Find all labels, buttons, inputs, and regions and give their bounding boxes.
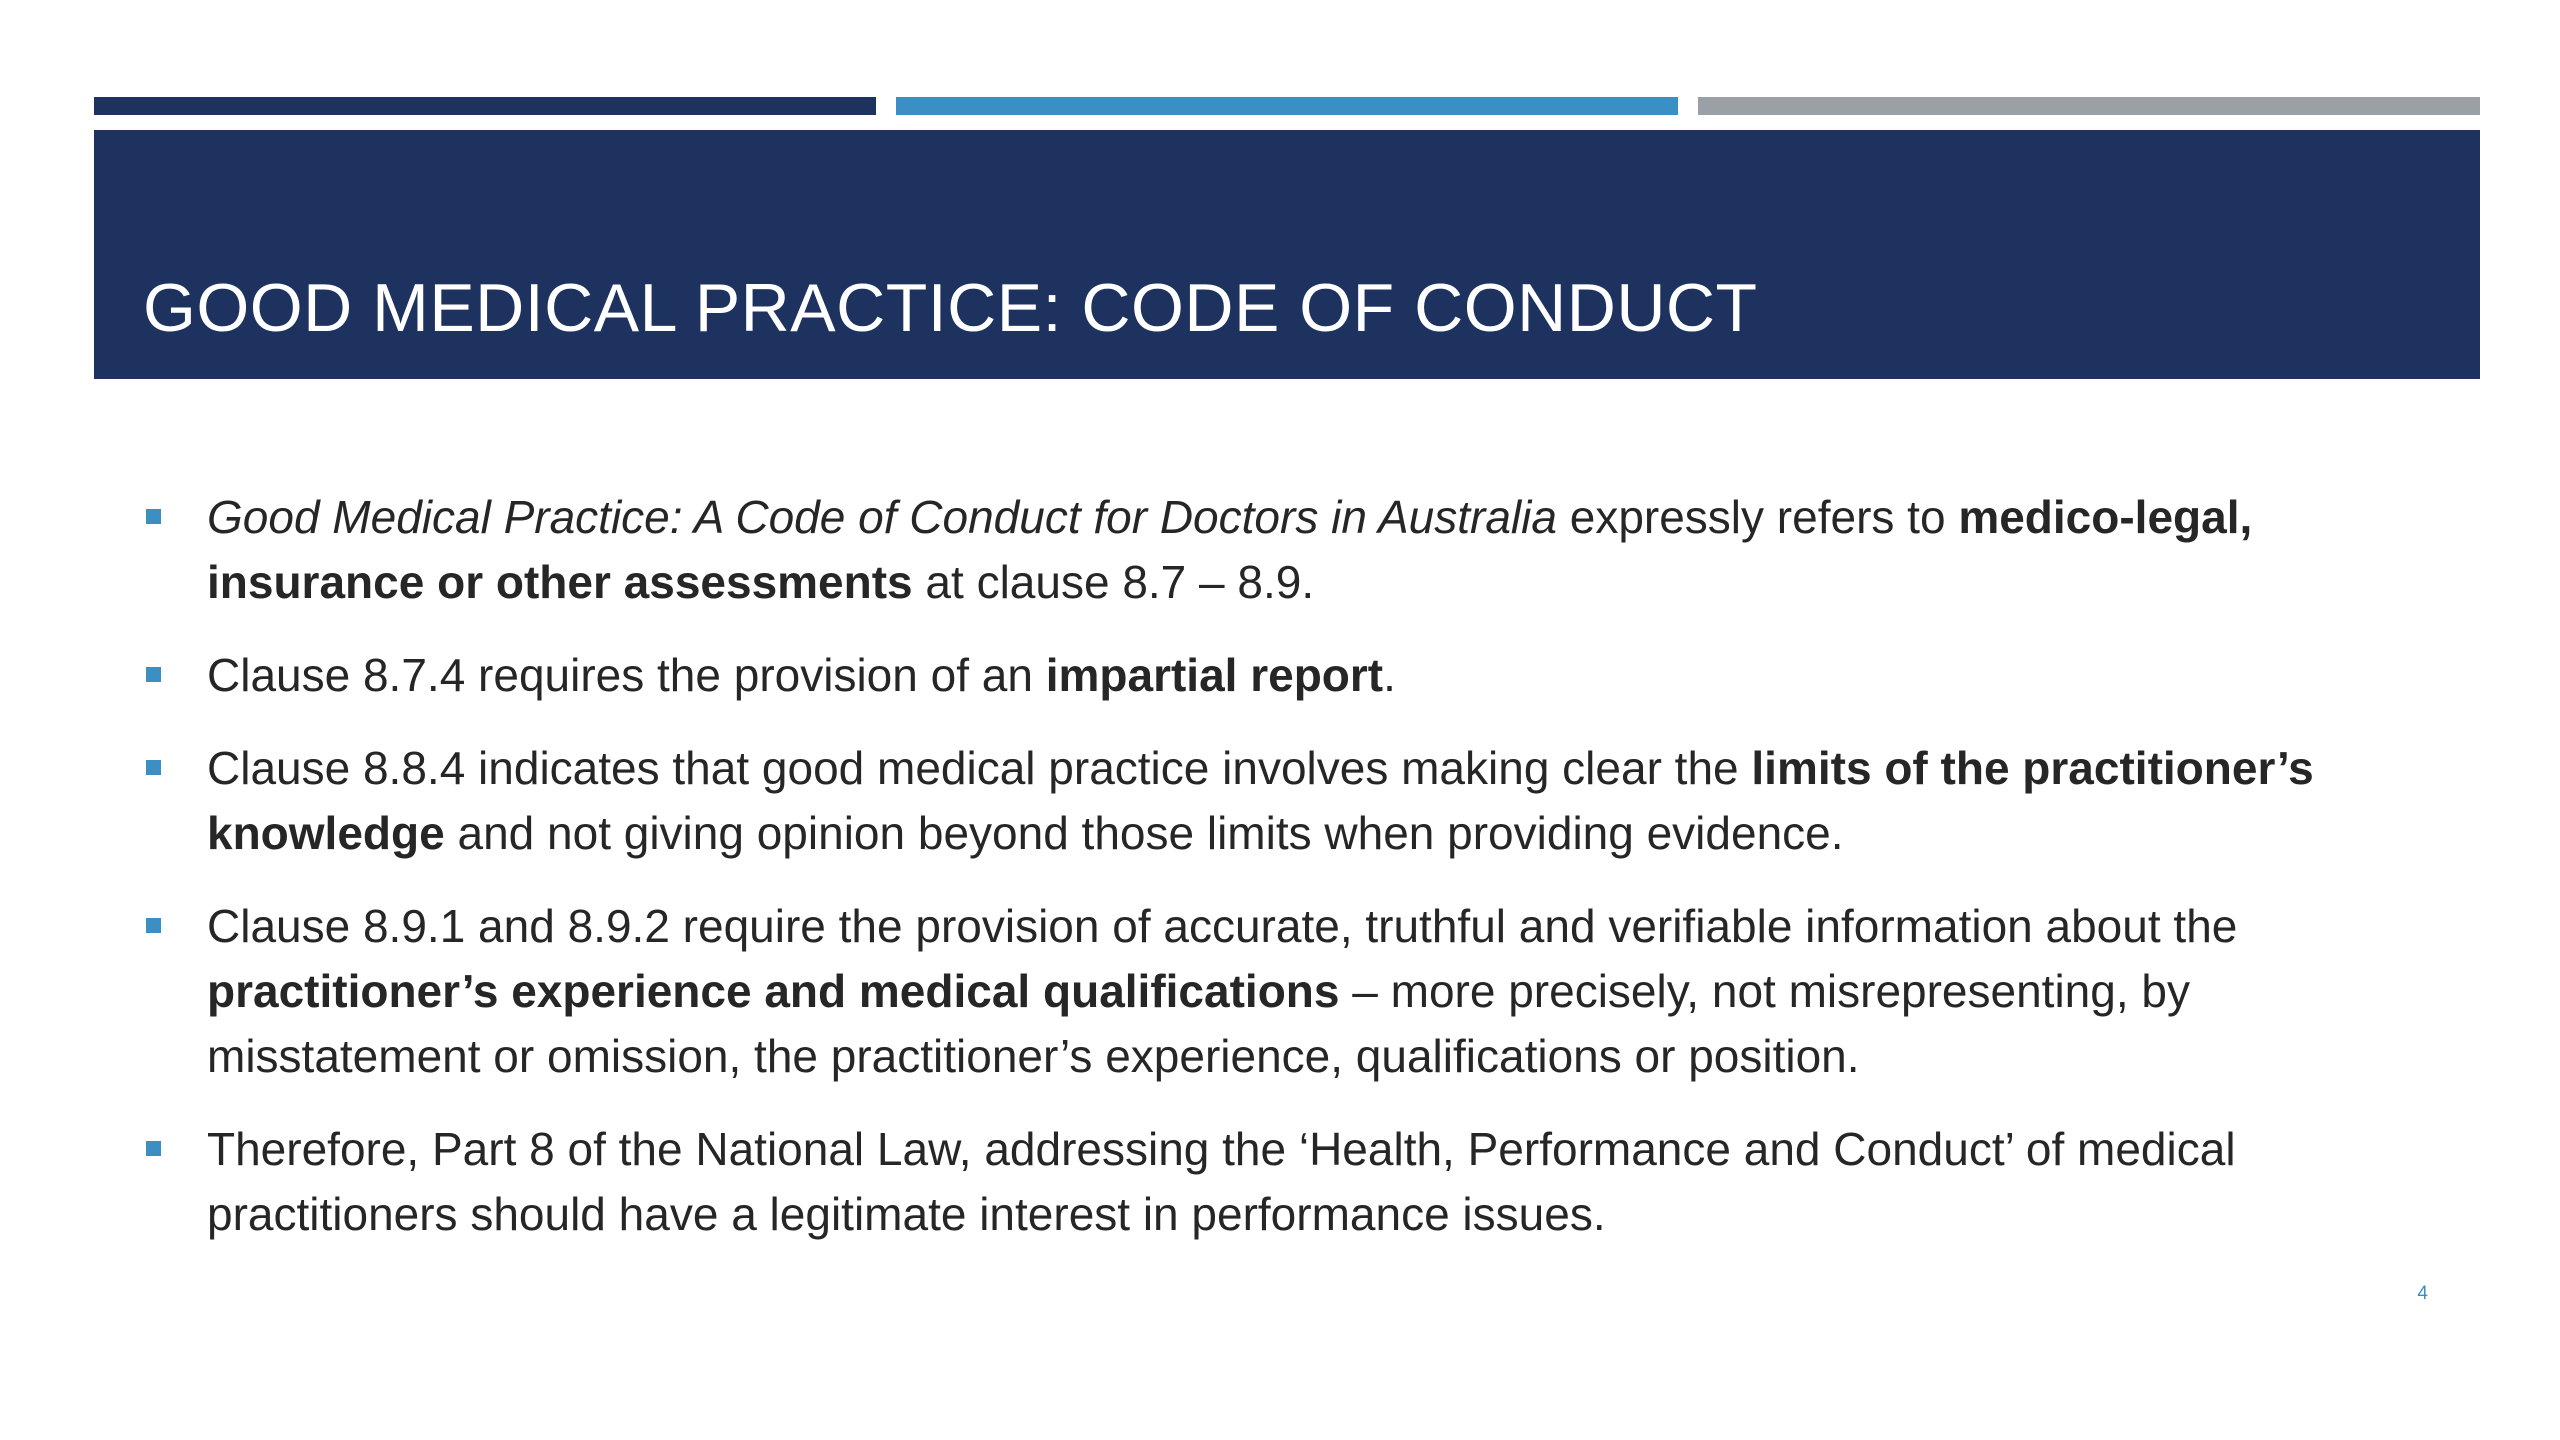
square-bullet-icon	[146, 667, 161, 682]
accent-bar-dark	[94, 97, 876, 115]
bullet-emphasis: impartial report	[1045, 649, 1384, 701]
bullet-text: at clause 8.7 – 8.9.	[912, 556, 1315, 608]
bullet-text: Clause 8.9.1 and 8.9.2 require the provision of accurate, truthful and verifiable information about the	[207, 900, 2238, 952]
bullet-text: .	[1383, 649, 1396, 701]
bullet-item	[144, 643, 2434, 708]
square-bullet-icon	[146, 509, 161, 524]
bullet-text: Clause 8.8.4 indicates that good medical practice involves making clear the	[207, 742, 1752, 794]
bullet-text: – more precisely, not misrepresenting, by misstatement or omission, the practitioner’s experience, qualifications or position.	[207, 965, 2190, 1082]
bullet-emphasis: medico-legal, insurance or other assessments	[207, 491, 2253, 608]
slide-title: GOOD MEDICAL PRACTICE: CODE OF CONDUCT	[143, 270, 1758, 346]
bullet-emphasis: limits of the practitioner’s knowledge	[207, 742, 2314, 859]
bullet-item	[144, 736, 2434, 866]
document-title: Good Medical Practice: A Code of Conduct for Doctors in Australia	[207, 491, 1557, 543]
title-band	[94, 130, 2480, 379]
square-bullet-icon	[146, 760, 161, 775]
page-number: 4	[2417, 1283, 2428, 1304]
accent-bar-grey	[1698, 97, 2480, 115]
accent-bar-blue	[896, 97, 1678, 115]
square-bullet-icon	[146, 1141, 161, 1156]
bullet-text: expressly refers to	[1556, 491, 1959, 543]
bullet-emphasis: practitioner’s experience and medical qualifications	[207, 965, 1340, 1017]
square-bullet-icon	[146, 918, 161, 933]
bullet-item	[144, 1117, 2434, 1247]
bullet-text: Therefore, Part 8 of the National Law, addressing the ‘Health, Performance and Conduct’ of medical practitioners should have a legitimate interest in performance issues.	[207, 1123, 2236, 1240]
bullet-item	[144, 894, 2434, 1089]
bullet-text: and not giving opinion beyond those limits when providing evidence.	[444, 807, 1844, 859]
bullet-text: Clause 8.7.4 requires the provision of an	[207, 649, 1046, 701]
bullet-item	[144, 485, 2434, 615]
bullet-list	[144, 485, 2434, 1275]
